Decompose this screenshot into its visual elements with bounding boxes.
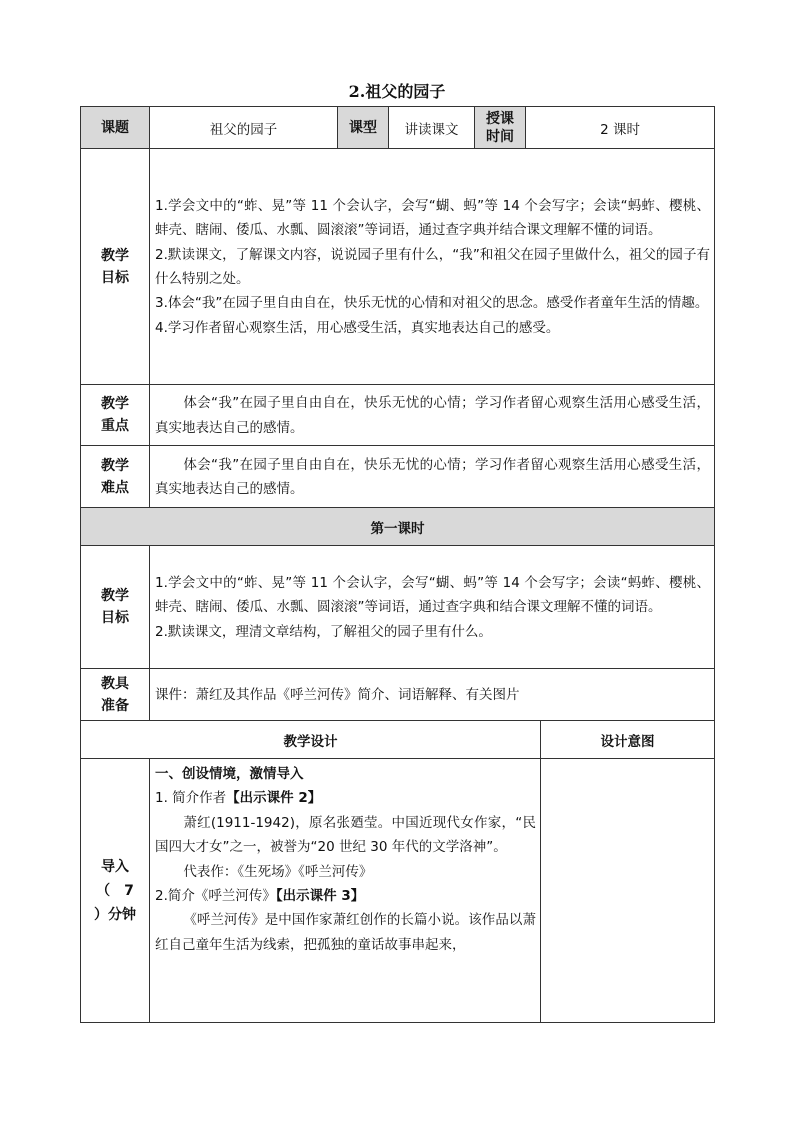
intro-row — [81, 759, 715, 1023]
author-bio: 萧红(1911-1942)，原名张廼莹。中国近现代女作家，“民国四大才女”之一，被誉为“20 世纪 30 年代的文学洛神”。 — [155, 814, 536, 856]
intro-section-title: 一、创设情境，激情导入 — [155, 766, 304, 782]
intro-label-line-3: ）分钟 — [94, 906, 136, 923]
lesson-goals-label-line-2: 目标 — [101, 610, 129, 626]
intro-label-line-1: 导入 — [101, 858, 129, 875]
goals-label — [81, 149, 150, 385]
difficulties-label-line-1: 教学 — [101, 457, 129, 474]
difficulties-text: 体会“我”在园子里自由自在，快乐无忧的心情；学习作者留心观察生活用心感受生活，真实地表达自己的感情。 — [155, 456, 711, 497]
key-points-row — [81, 385, 715, 446]
goal-item: 1.学会文中的“蚱、晃”等 11 个会认字，会写“蝴、蚂”等 14 个会写字；会读“蚂蚱、樱桃、蚌壳、瞎闹、倭瓜、水瓢、圆滚滚”等词语，通过查字典并结合课文理解不懂的词语。 — [155, 197, 711, 239]
key-points-label-line-1: 教学 — [101, 396, 129, 412]
representative-works: 代表作：《生死场》《呼兰河传》 — [183, 863, 373, 880]
intro-step-2 — [155, 884, 536, 908]
tools-content: 课件：萧红及其作品《呼兰河传》简介、词语解释、有关图片 — [150, 669, 715, 721]
time-label — [475, 107, 526, 149]
goals-label-line-2: 目标 — [101, 269, 129, 286]
key-points-content — [150, 385, 715, 446]
intro-content — [150, 759, 541, 1023]
step-1-courseware-tag: 【出示课件 2】 — [226, 790, 322, 807]
step-1-text: 1. 简介作者 — [155, 790, 227, 807]
design-heading-row — [81, 721, 715, 759]
document-title: 2.祖父的园子 — [348, 82, 446, 101]
lesson-goal-item: 2.默读课文，理清文章结构，了解祖父的园子里有什么。 — [155, 623, 492, 640]
key-points-label — [81, 385, 150, 446]
topic-label: 课题 — [81, 107, 150, 149]
difficulties-label-line-2: 难点 — [101, 479, 129, 496]
intro-label-line-2: （ 7 — [96, 882, 134, 899]
difficulties-label — [81, 446, 150, 508]
goals-content — [150, 149, 715, 385]
step-2-courseware-tag: 【出示课件 3】 — [275, 888, 365, 905]
tools-label-line-1: 教具 — [101, 675, 129, 692]
lesson-goals-row — [81, 546, 715, 669]
difficulties-row — [81, 446, 715, 508]
time-value: 2 课时 — [526, 107, 715, 149]
tools-row — [81, 669, 715, 721]
difficulties-content — [150, 446, 715, 508]
intro-label — [81, 759, 150, 1023]
type-value: 讲读课文 — [389, 107, 475, 149]
time-label-line-2: 时间 — [486, 128, 514, 145]
lesson-goals-label-line-1: 教学 — [101, 588, 129, 604]
intent-heading: 设计意图 — [541, 721, 715, 759]
type-label: 课型 — [338, 107, 389, 149]
goal-item: 3.体会“我”在园子里自由自在，快乐无忧的心情和对祖父的思念。感受作者童年生活的情趣。 — [155, 295, 709, 312]
lesson-goals-label — [81, 546, 150, 669]
tools-label-line-2: 准备 — [101, 697, 129, 714]
intent-content — [541, 759, 715, 1023]
novel-description: 《呼兰河传》是中国作家萧红创作的长篇小说。该作品以萧红自己童年生活为线索，把孤独的童话故事串起来， — [155, 912, 536, 953]
lesson-goals-content — [150, 546, 715, 669]
key-points-text: 体会“我”在园子里自由自在，快乐无忧的心情；学习作者留心观察生活用心感受生活，真实地表达自己的感情。 — [155, 395, 711, 436]
lesson-goal-item: 1.学会文中的“蚱、晃”等 11 个会认字，会写“蝴、蚂”等 14 个会写字；会读“蚂蚱、樱桃、蚌壳、瞎闹、倭瓜、水瓢、圆滚滚”等词语，通过查字典和结合课文理解不懂的词语。 — [155, 574, 711, 616]
goal-item: 2.默读课文，了解课文内容，说说园子里有什么，“我”和祖父在园子里做什么，祖父的园子有什么特别之处。 — [155, 246, 711, 287]
time-label-line-1: 授课 — [486, 110, 514, 127]
goal-item: 4.学习作者留心观察生活，用心感受生活，真实地表达自己的感受。 — [155, 319, 560, 336]
lesson-heading-row — [81, 508, 715, 546]
design-heading: 教学设计 — [81, 721, 541, 759]
goals-label-line-1: 教学 — [101, 247, 129, 264]
lesson-heading: 第一课时 — [81, 508, 715, 546]
topic-value: 祖父的园子 — [150, 107, 338, 149]
tools-label — [81, 669, 150, 721]
goals-row — [81, 149, 715, 385]
header-row — [81, 107, 715, 149]
step-2-text: 2.简介《呼兰河传》 — [155, 888, 276, 905]
lesson-plan-table — [80, 106, 715, 1023]
intro-step-1 — [155, 786, 536, 810]
key-points-label-line-2: 重点 — [101, 418, 129, 434]
